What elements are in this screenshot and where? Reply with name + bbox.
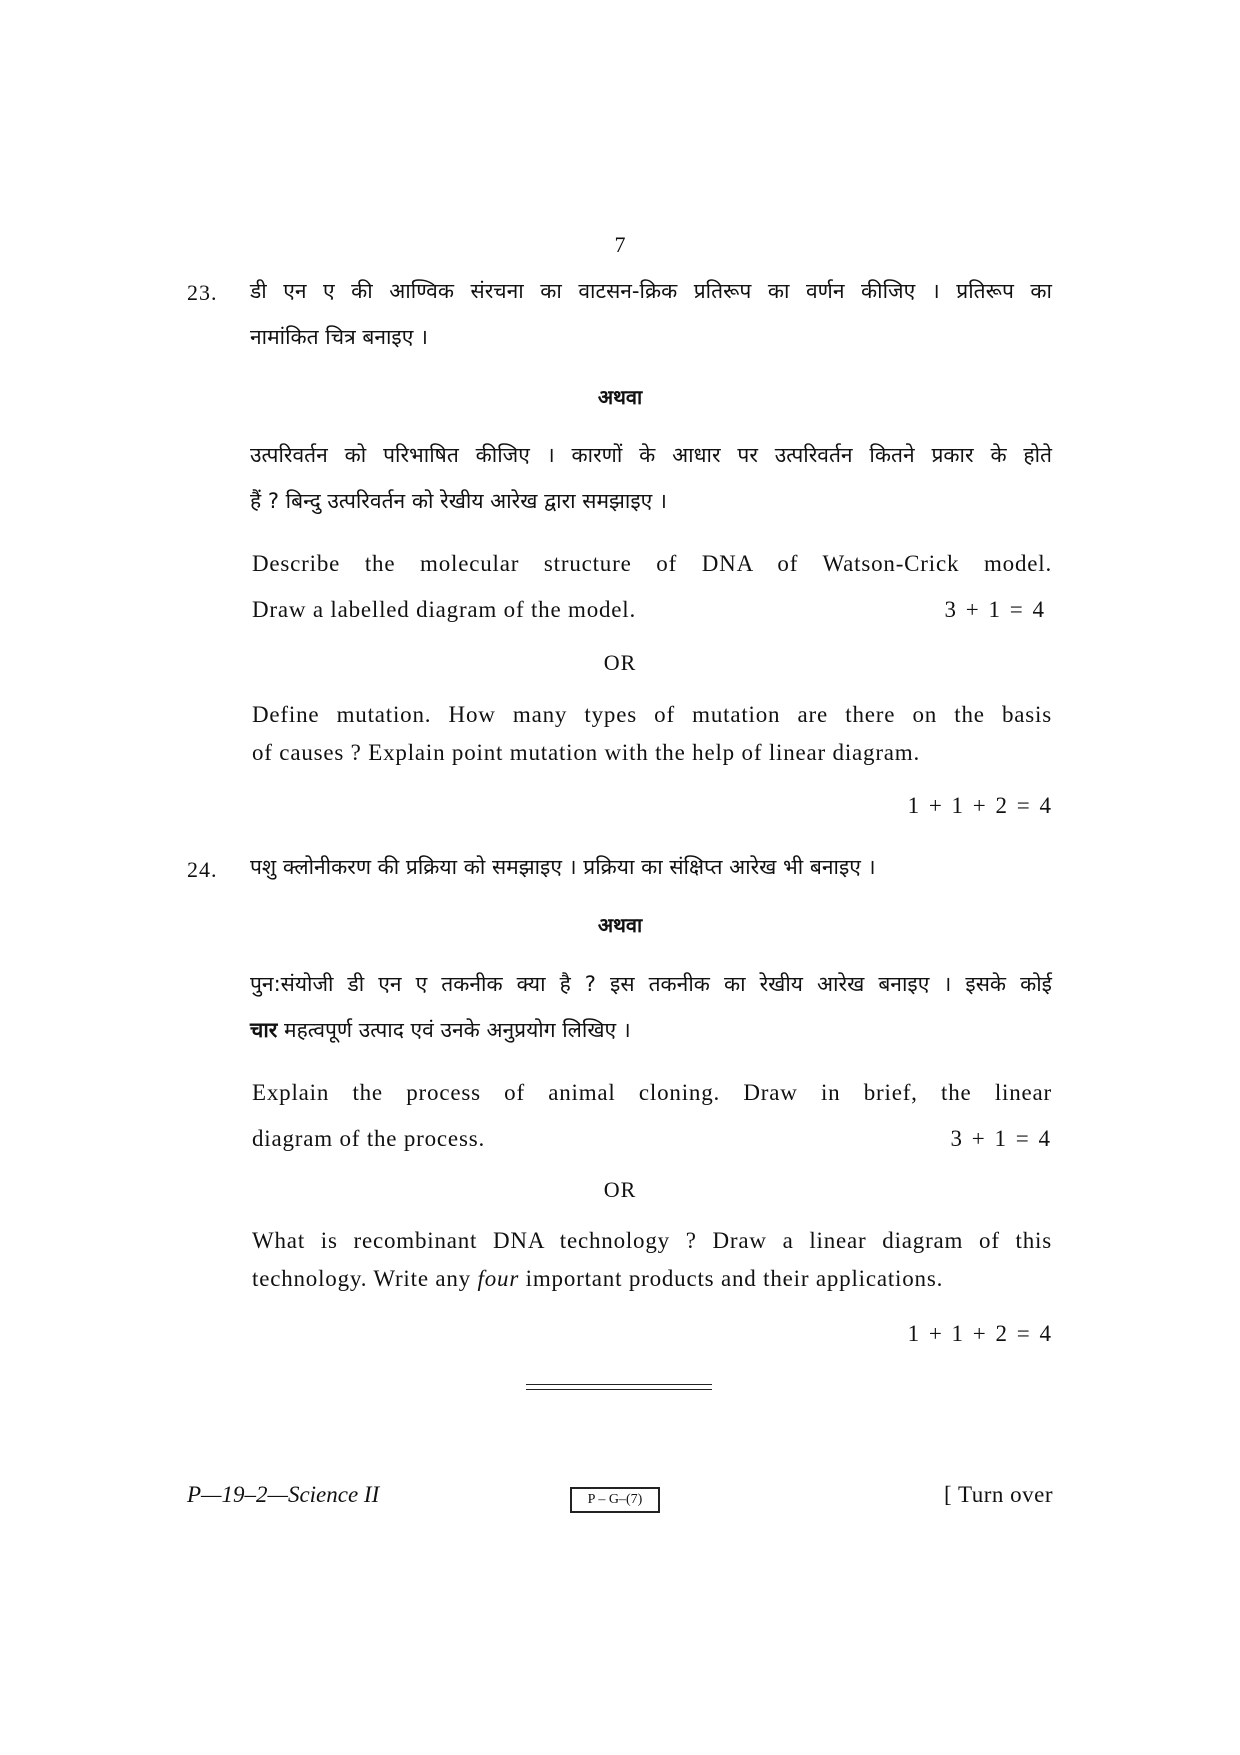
q24-english-alt-line2-post: important products and their applications.: [519, 1266, 944, 1291]
q24-english-main-line2: diagram of the process.: [252, 1126, 485, 1151]
q23-english-alt: [252, 696, 1052, 772]
q24-english-alt-line1: What is recombinant DNA technology ? Draw a linear diagram of this: [252, 1228, 1052, 1253]
q24-english-alt-line2-pre: technology. Write any: [252, 1266, 478, 1291]
q24-english-alt-italic-word: four: [477, 1266, 520, 1291]
q24-hindi-alt: [250, 961, 1052, 1053]
q24-hindi-bold-word: चार: [250, 1018, 278, 1042]
q23-marks-main: 3 + 1 = 4: [944, 597, 1046, 622]
q24-hindi-alt-line2: [250, 1007, 1052, 1053]
q23-hindi-main: [250, 268, 1052, 360]
q23-english-main: [252, 541, 1052, 633]
footer-turn-over: [ Turn over: [943, 1482, 1053, 1507]
q24-hindi-alt-line2-rest: महत्वपूर्ण उत्पाद एवं उनके अनुप्रयोग लिखिए ।: [277, 1018, 631, 1042]
q24-english-main-line2-row: [252, 1116, 1052, 1162]
q24-or: OR: [603, 1177, 637, 1202]
question-number-23: 23.: [187, 280, 218, 305]
q24-hindi-alt-line1: पुन:संयोजी डी एन ए तकनीक क्या है ? इस तकनीक का रेखीय आरेख बनाइए । इसके कोई: [250, 972, 1052, 996]
q23-english-alt-line2: of causes ? Explain point mutation with the help of linear diagram.: [252, 740, 921, 765]
footer-paper-code: P—19–2—Science II: [187, 1482, 380, 1507]
q24-hindi-main: [250, 844, 1052, 890]
q24-marks-main: 3 + 1 = 4: [950, 1126, 1052, 1151]
q24-english-main: [252, 1070, 1052, 1162]
q23-hindi-alt-line1: उत्परिवर्तन को परिभाषित कीजिए । कारणों के आधार पर उत्परिवर्तन कितने प्रकार के होते: [250, 443, 1052, 467]
q23-english-main-line2-row: [252, 587, 1052, 633]
q24-hindi-main-line1: पशु क्लोनीकरण की प्रक्रिया को समझाइए । प्रक्रिया का संक्षिप्त आरेख भी बनाइए ।: [250, 855, 876, 879]
q23-hindi-main-line2: नामांकित चित्र बनाइए ।: [250, 325, 428, 349]
q23-hindi-alt-line2: हैं ? बिन्दु उत्परिवर्तन को रेखीय आरेख द्वारा समझाइए ।: [250, 489, 667, 513]
q23-athva: अथवा: [597, 385, 643, 409]
q23-english-main-line2: Draw a labelled diagram of the model.: [252, 597, 637, 622]
q24-english-alt: [252, 1222, 1052, 1298]
q23-marks-alt: 1 + 1 + 2 = 4: [907, 793, 1053, 818]
q23-hindi-alt: [250, 432, 1052, 524]
q23-hindi-main-line1: डी एन ए की आण्विक संरचना का वाटसन-क्रिक प्रतिरूप का वर्णन कीजिए । प्रतिरूप का: [250, 279, 1052, 303]
page-number: 7: [614, 232, 626, 257]
end-rule-bottom: [526, 1389, 712, 1390]
q23-or: OR: [603, 650, 637, 675]
question-number-24: 24.: [187, 857, 218, 882]
q24-marks-alt: 1 + 1 + 2 = 4: [907, 1321, 1053, 1346]
q23-english-main-line1: Describe the molecular structure of DNA of Watson-Crick model.: [252, 551, 1052, 576]
q24-english-main-line1: Explain the process of animal cloning. Draw in brief, the linear: [252, 1080, 1052, 1105]
q24-english-alt-line2: [252, 1260, 1052, 1298]
footer-page-code: P – G–(7): [570, 1487, 660, 1513]
end-rule-top: [526, 1384, 712, 1385]
q24-athva: अथवा: [597, 913, 643, 937]
q23-english-alt-line1: Define mutation. How many types of mutation are there on the basis: [252, 702, 1052, 727]
